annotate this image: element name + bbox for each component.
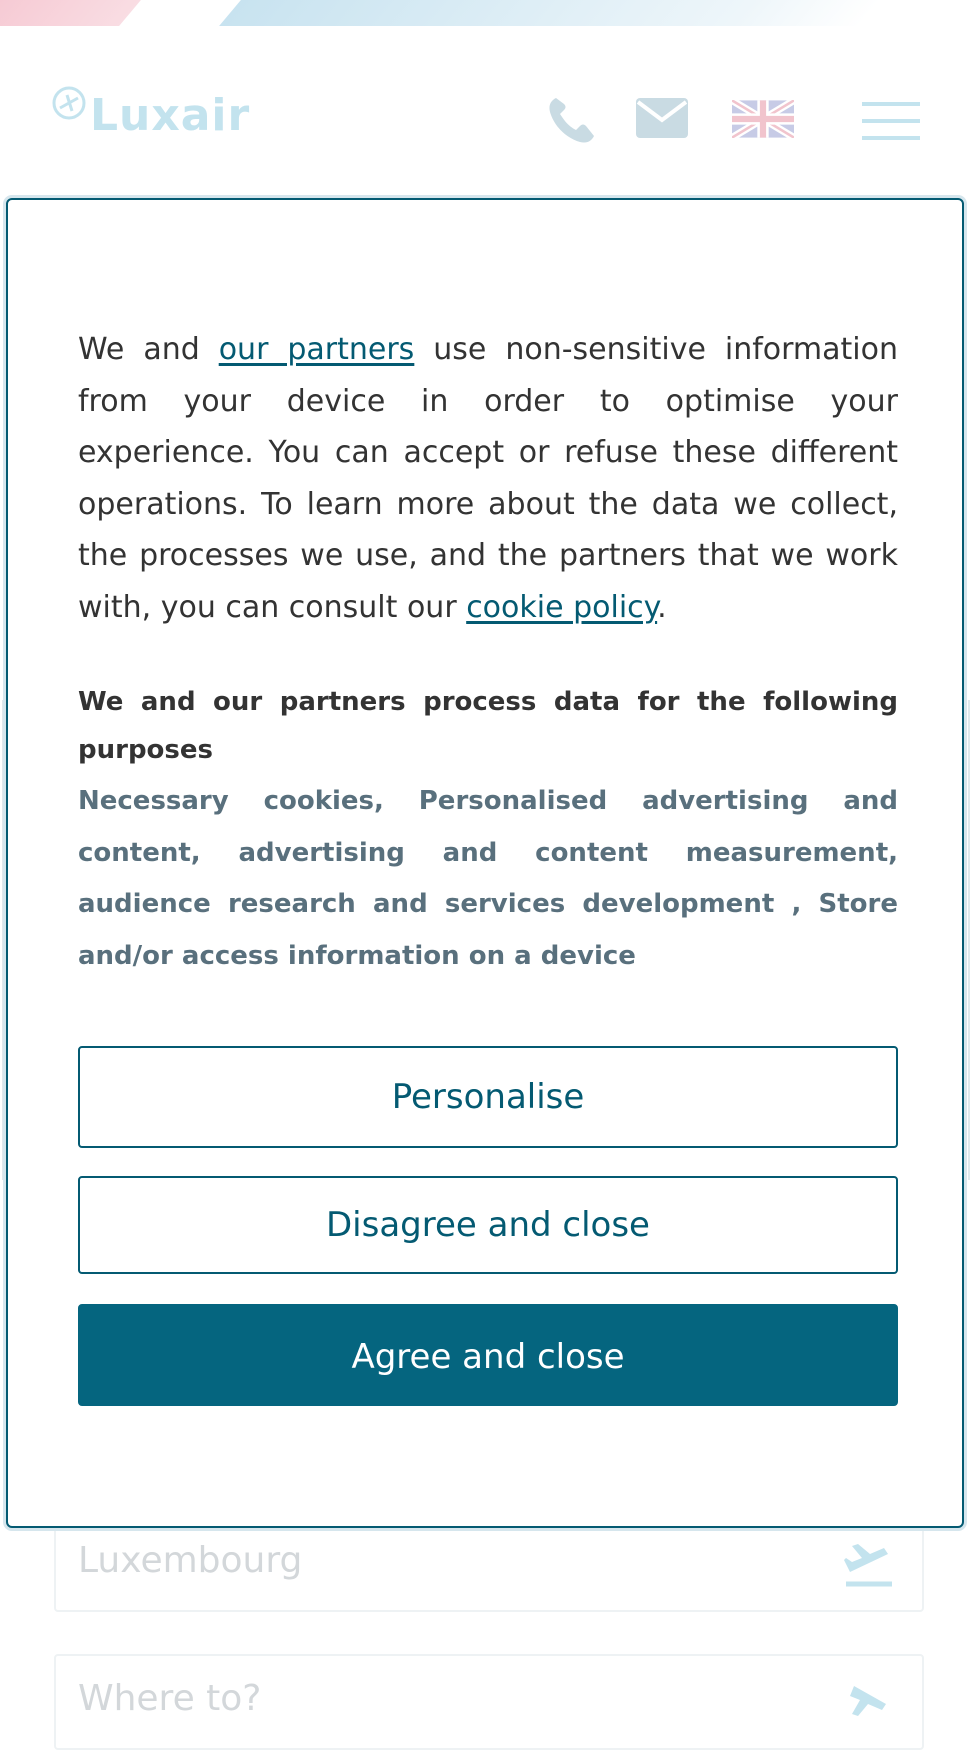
personalise-button[interactable]: Personalise (78, 1046, 898, 1148)
purposes-heading: We and our partners process data for the following purposes (78, 687, 898, 765)
mail-icon[interactable] (636, 98, 688, 138)
menu-icon[interactable] (862, 102, 920, 140)
luxair-logo-mark-icon (52, 86, 86, 120)
disagree-and-close-button[interactable]: Disagree and close (78, 1176, 898, 1274)
destination-placeholder: Where to? (78, 1678, 262, 1719)
cookie-consent-dialog (6, 198, 964, 1528)
agree-and-close-button[interactable]: Agree and close (78, 1304, 898, 1406)
uk-flag-icon[interactable] (732, 100, 794, 138)
landing-plane-icon (840, 1678, 896, 1728)
intro-text-start: We and (78, 332, 219, 367)
consent-intro-text (78, 324, 898, 633)
decorative-stripe (0, 0, 972, 26)
phone-icon[interactable] (546, 94, 598, 146)
luxair-logo[interactable] (52, 60, 272, 141)
purposes-list: Necessary cookies, Personalised advertising and content, advertising and content measurement, audience research and services development , Store and/or access information on a device (78, 786, 898, 971)
intro-text-middle: use non-sensitive information from your device in order to optimise your experience. You can accept or refuse these different operations. To learn more about the data we collect, the processes we use, and the partners that we work with, you can consult our (78, 332, 899, 625)
divider (2, 700, 4, 1180)
destination-field[interactable] (54, 1654, 924, 1750)
departure-value: Luxembourg (78, 1540, 303, 1581)
takeoff-plane-icon (840, 1540, 896, 1590)
intro-text-end: . (657, 589, 667, 625)
luxair-logo-text: Luxair (90, 90, 251, 141)
divider (968, 700, 970, 1180)
our-partners-link[interactable]: our partners (218, 332, 415, 367)
departure-field[interactable] (54, 1516, 924, 1612)
site-header (0, 26, 972, 186)
cookie-policy-link[interactable]: cookie policy (466, 589, 658, 625)
